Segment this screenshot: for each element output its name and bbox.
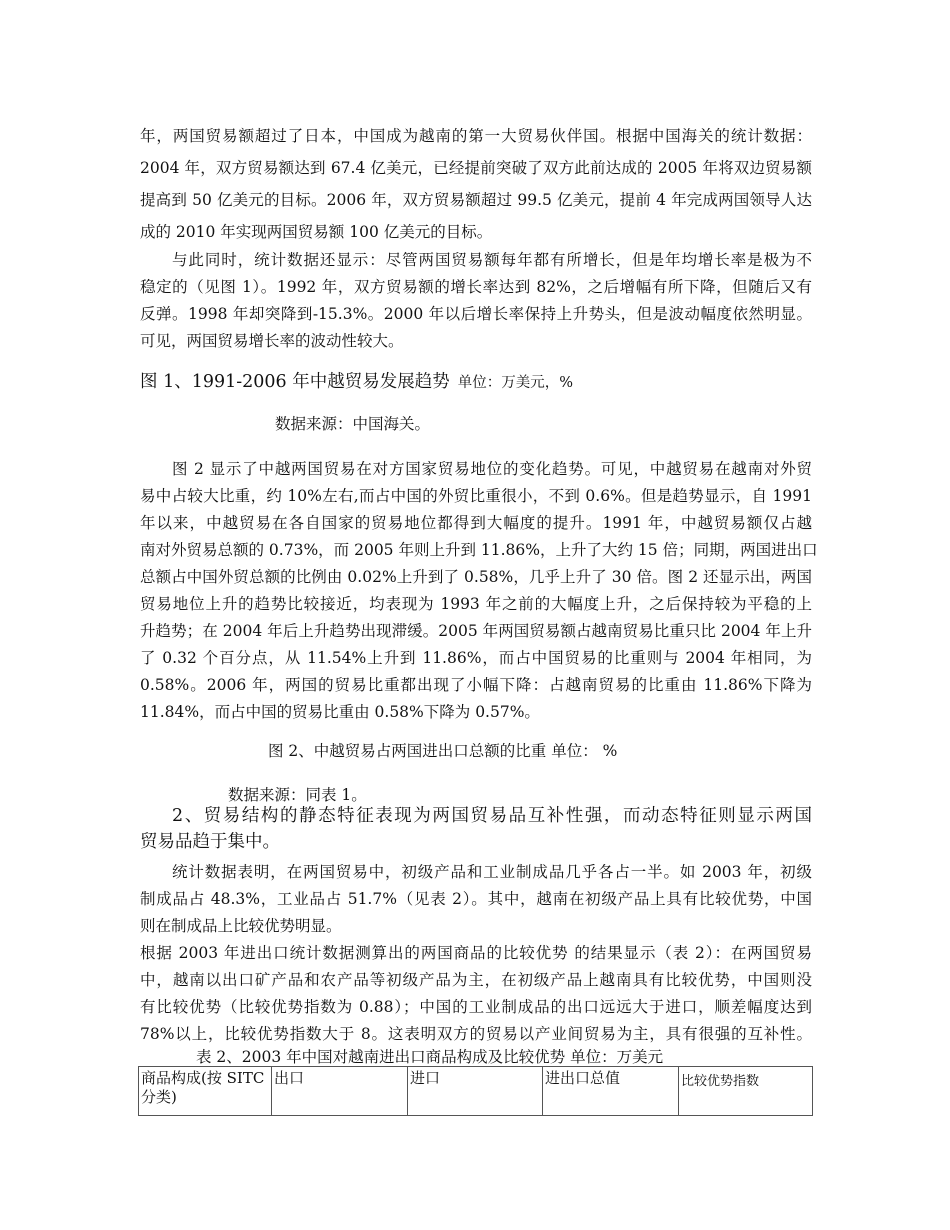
figure2-caption: 图 2、中越贸易占两国进出口总额的比重 单位： % bbox=[268, 742, 618, 760]
header-cell-category: 商品构成(按 SITC 分类) bbox=[139, 1067, 272, 1116]
para2-line2: 稳定的（见图 1）。1992 年，双方贸易额的增长率达到 82%，之后增幅有所下降，但随后又有 bbox=[140, 278, 812, 296]
para3-line3: 年以来，中越贸易在各自国家的贸易地位都得到大幅度的提升。1991 年，中越贸易额仅占越 bbox=[140, 514, 812, 532]
para3-line7: 升趋势；在 2004 年后上升趋势出现滞缓。2005 年两国贸易额占越南贸易比重只比 2004 年上升 bbox=[140, 622, 812, 640]
para2-line4: 可见，两国贸易增长率的波动性较大。 bbox=[140, 332, 404, 350]
para5-line1: 根据 2003 年进出口统计数据测算出的两国商品的比较优势 的结果显示（表 2）：在两国贸易 bbox=[140, 944, 812, 962]
para5-line2: 中，越南以出口矿产品和农产品等初级产品为主，在初级产品上越南具有比较优势，中国则没 bbox=[140, 971, 812, 989]
header-cell-import: 进口 bbox=[408, 1067, 543, 1116]
table-header-row bbox=[139, 1067, 813, 1116]
para4-line3: 则在制成品上比较优势明显。 bbox=[140, 917, 342, 935]
figure1-source: 数据来源：中国海关。 bbox=[275, 415, 431, 433]
header-cell-export: 出口 bbox=[272, 1067, 408, 1116]
para4-line2: 制成品占 48.3%，工业品占 51.7%（见表 2）。其中，越南在初级产品上具有比较优势，中国 bbox=[140, 890, 812, 908]
para2-line1: 与此同时，统计数据还显示：尽管两国贸易额每年都有所增长，但是年均增长率是极为不 bbox=[172, 251, 812, 269]
header-cell-total: 进出口总值 bbox=[543, 1067, 679, 1116]
para3-line4: 南对外贸易总额的 0.73%，而 2005 年则上升到 11.86%，上升了大约 15 倍；同期，两国进出口 bbox=[140, 541, 818, 559]
figure1-title: 图 1、1991-2006 年中越贸易发展趋势 bbox=[140, 372, 450, 392]
para3-line10: 11.84%，而占中国的贸易比重由 0.58%下降为 0.57%。 bbox=[140, 703, 540, 721]
para3-line1: 图 2 显示了中越两国贸易在对方国家贸易地位的变化趋势。可见，中越贸易在越南对外贸 bbox=[172, 460, 812, 478]
section-heading-line1: 2、贸易结构的静态特征表现为两国贸易品互补性强，而动态特征则显示两国 bbox=[172, 806, 812, 826]
para1-line3: 提高到 50 亿美元的目标。2006 年，双方贸易额超过 99.5 亿美元，提前 4 年完成两国领导人达 bbox=[140, 191, 812, 209]
para3-line6: 贸易地位上升的趋势比较接近，均表现为 1993 年之前的大幅度上升，之后保持较为平稳的上 bbox=[140, 595, 812, 613]
para1-line2: 2004 年，双方贸易额达到 67.4 亿美元，已经提前突破了双方此前达成的 2005 年将双边贸易额 bbox=[140, 159, 812, 177]
figure1-caption bbox=[140, 372, 573, 393]
para5-line4: 78%以上，比较优势指数大于 8。这表明双方的贸易以产业间贸易为主，具有很强的互补性。 bbox=[140, 1025, 812, 1043]
table2 bbox=[138, 1066, 813, 1116]
figure2-source: 数据来源：同表 1。 bbox=[228, 786, 367, 804]
para4-line1: 统计数据表明，在两国贸易中，初级产品和工业制成品几乎各占一半。如 2003 年，初级 bbox=[172, 863, 812, 881]
para3-line5: 总额占中国外贸总额的比例由 0.02%上升到了 0.58%，几乎上升了 30 倍。图 2 还显示出，两国 bbox=[140, 568, 812, 586]
para5-line3: 有比较优势（比较优势指数为 0.88）；中国的工业制成品的出口远远大于进口，顺差幅度达到 bbox=[140, 998, 812, 1016]
para1-line1: 年，两国贸易额超过了日本，中国成为越南的第一大贸易伙伴国。根据中国海关的统计数据： bbox=[140, 127, 812, 145]
para3-line2: 易中占较大比重，约 10%左右,而占中国的外贸比重很小，不到 0.6%。但是趋势显示，自 1991 bbox=[140, 487, 812, 505]
figure1-unit: 单位：万美元，% bbox=[457, 375, 574, 391]
table2-caption: 表 2、2003 年中国对越南进出口商品构成及比较优势 单位：万美元 bbox=[196, 1048, 664, 1066]
para1-line4: 成的 2010 年实现两国贸易额 100 亿美元的目标。 bbox=[140, 223, 493, 241]
para3-line9: 0.58%。2006 年，两国的贸易比重都出现了小幅下降：占越南贸易的比重由 11.86%下降为 bbox=[140, 676, 812, 694]
section-heading-line2: 贸易品趋于集中。 bbox=[140, 832, 280, 852]
header-cell-advantage-index: 比较优势指数 bbox=[679, 1067, 813, 1116]
para3-line8: 了 0.32 个百分点，从 11.54%上升到 11.86%，而占中国贸易的比重则与 2004 年相同，为 bbox=[140, 649, 812, 667]
para2-line3: 反弹。1998 年却突降到-15.3%。2000 年以后增长率保持上升势头，但是波动幅度依然明显。 bbox=[140, 305, 812, 323]
